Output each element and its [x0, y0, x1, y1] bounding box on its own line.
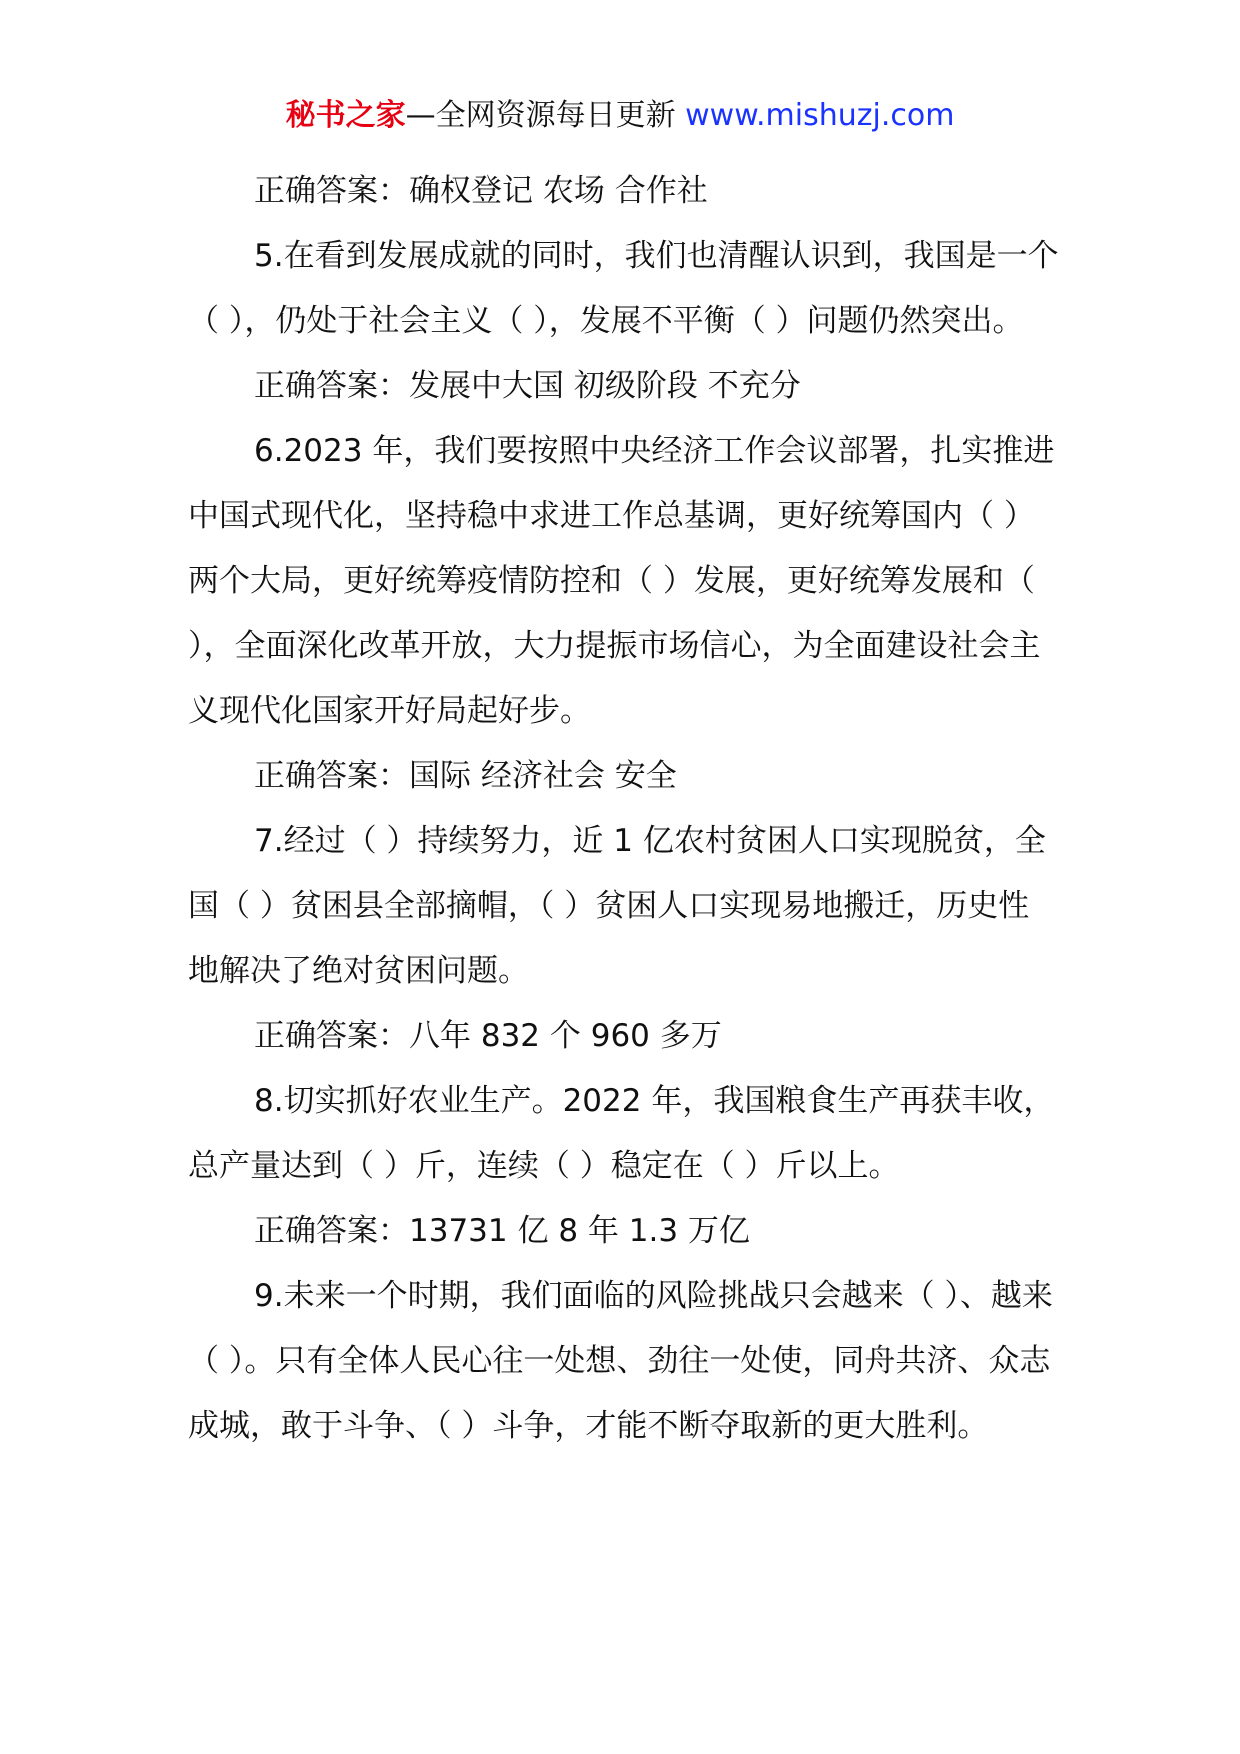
question-6: 6.2023 年，我们要按照中央经济工作会议部署，扎实推进中国式现代化，坚持稳中求进工作总基调，更好统筹国内（ ）两个大局，更好统筹疫情防控和（ ）发展，更好统筹发展和（ ），全面深化改革开放，大力提振市场信心，为全面建设社会主义现代化国家开好局起好步。	[188, 433, 1055, 729]
document-body	[188, 159, 1060, 1459]
page-header	[0, 96, 1240, 136]
question-9: 9.未来一个时期，我们面临的风险挑战只会越来（ ）、越来（ ）。只有全体人民心往一处想、劲往一处使，同舟共济、众志成城，敢于斗争、（ ）斗争，才能不断夺取新的更大胜利。	[188, 1278, 1053, 1444]
website-link[interactable]: www.mishuzj.com	[685, 98, 955, 133]
brand-name: 秘书之家	[285, 98, 406, 133]
header-tagline: —全网资源每日更新	[405, 98, 686, 133]
question-5: 5.在看到发展成就的同时，我们也清醒认识到，我国是一个（ ），仍处于社会主义（ ），发展不平衡（ ）问题仍然突出。	[188, 238, 1059, 339]
question-8: 8.切实抓好农业生产。2022 年，我国粮食生产再获丰收，总产量达到（ ）斤，连续（ ）稳定在（ ）斤以上。	[188, 1083, 1055, 1184]
answer-7: 正确答案：八年 832 个 960 多万	[254, 1018, 722, 1054]
answer-6: 正确答案：国际 经济社会 安全	[254, 758, 677, 794]
answer-5: 正确答案：发展中大国 初级阶段 不充分	[254, 368, 801, 404]
answer-8: 正确答案：13731 亿 8 年 1.3 万亿	[254, 1213, 750, 1249]
question-7: 7.经过（ ）持续努力，近 1 亿农村贫困人口实现脱贫，全国（ ）贫困县全部摘帽，（ ）贫困人口实现易地搬迁，历史性地解决了绝对贫困问题。	[188, 823, 1046, 989]
answer-4: 正确答案：确权登记 农场 合作社	[254, 173, 708, 209]
